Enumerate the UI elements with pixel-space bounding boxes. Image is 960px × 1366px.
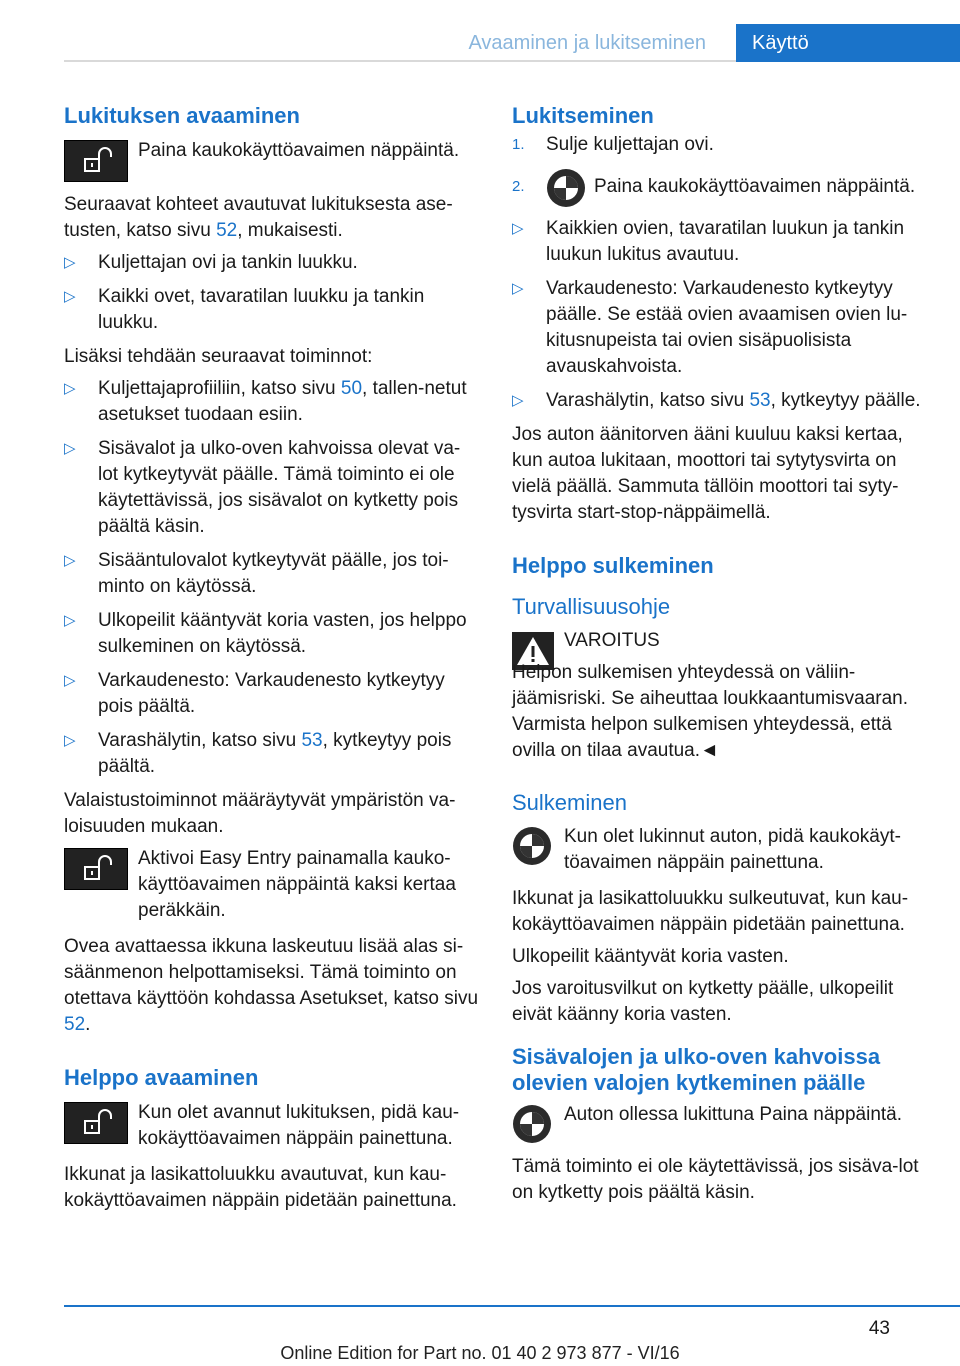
- lights-instruction: [512, 1102, 928, 1144]
- easy-open-text: Kun olet avannut lukituksen, pidä kau-kokäyttöavaimen näppäin painettuna.: [138, 1102, 460, 1149]
- heading-lock: Lukitseminen: [512, 103, 654, 128]
- triangle-bullet: ▷: [512, 392, 524, 409]
- bmw-logo-icon: [546, 168, 586, 208]
- heading-easy-close: Helppo sulkeminen: [512, 553, 714, 578]
- easy-entry-text: Aktivoi Easy Entry painamalla kauko-käyttöavaimen näppäintä kaksi kertaa peräkkäin.: [138, 848, 456, 921]
- page-link-52[interactable]: 52: [64, 1014, 86, 1035]
- footer-rule: [64, 1305, 960, 1307]
- header-section-title: Avaaminen ja lukitseminen: [468, 32, 706, 54]
- easy-open-note: Ikkunat ja lasikattoluukku avautuvat, kun kau-kokäyttöavaimen näppäin pidetään painettuna.: [64, 1164, 457, 1211]
- list-item: ▷ Kaikki ovet, tavaratilan luukku ja tankin luukku.: [64, 284, 480, 336]
- page-number: 43: [868, 1318, 890, 1339]
- list-item: ▷ Kaikkien ovien, tavaratilan luukun ja tankin luukun lukitus avautuu.: [512, 216, 928, 268]
- closing-text: Kun olet lukinnut auton, pidä kaukokäyt-töavaimen näppäin painettuna.: [564, 826, 901, 873]
- triangle-bullet: ▷: [64, 732, 76, 749]
- header-chapter-tab: Käyttö: [736, 24, 960, 62]
- left-column: [64, 100, 480, 1220]
- closing-note-2: Ulkopeilit kääntyvät koria vasten.: [512, 946, 789, 967]
- list-item: ▷ Varashälytin, katso sivu 53, kytkeytyy pois päältä.: [64, 728, 480, 780]
- closing-instruction: [512, 824, 928, 876]
- right-column: [512, 100, 928, 1212]
- heading-closing: Sulkeminen: [512, 790, 627, 815]
- heading-safety: Turvallisuusohje: [512, 594, 671, 619]
- unlock-key-icon: [64, 140, 128, 182]
- heading-lights: Sisävalojen ja ulko-oven kahvoissa olevien valojen kytkeminen päälle: [512, 1044, 881, 1095]
- list-item: ▷ Sisävalot ja ulko-oven kahvoissa olevat va-lot kytkeytyvät päälle. Tämä toiminto ei ole käytettävissä, jos sisävalot on kytketty pois päältä käsin.: [64, 436, 480, 540]
- list-item: ▷ Varashälytin, katso sivu 53, kytkeytyy päälle.: [512, 388, 928, 414]
- triangle-bullet: ▷: [64, 440, 76, 457]
- closing-note-3: Jos varoitusvilkut on kytketty päälle, ulkopeilit eivät käänny koria vasten.: [512, 978, 894, 1025]
- lights-text: Auton ollessa lukittuna Paina näppäintä.: [564, 1104, 903, 1125]
- page-link-53[interactable]: 53: [749, 390, 771, 411]
- unlock-intro: Seuraavat kohteet avautuvat lukituksesta ase-tusten, katso sivu 52, mukaisesti.: [64, 194, 453, 241]
- unlock-key-instruction: [64, 138, 480, 182]
- easy-open-instruction: [64, 1100, 480, 1152]
- list-item: ▷ Ulkopeilit kääntyvät koria vasten, jos helppo sulkeminen on käytössä.: [64, 608, 480, 660]
- triangle-bullet: ▷: [512, 280, 524, 297]
- warning-text: Helpon sulkemisen yhteydessä on väliin-jäämisriski. Se aiheuttaa loukkaantumisvaaran. Varmista helpon sulkemisen yhteydessä, että ovilla on tilaa avautua.◄: [512, 662, 909, 761]
- unlock-key-text: Paina kaukokäyttöavaimen näppäintä.: [138, 140, 460, 161]
- unlock-key-icon: [64, 1102, 128, 1144]
- triangle-bullet: ▷: [64, 552, 76, 569]
- easy-entry-note: Ovea avattaessa ikkuna laskeutuu lisää alas si-säänmenon helpottamiseksi. Tämä toiminto on otettava käyttöön kohdassa Asetukset, katso sivu 52.: [64, 936, 479, 1035]
- list-item: ▷ Sisääntulovalot kytkeytyvät päälle, jos toi-minto on käytössä.: [64, 548, 480, 600]
- unlock-extra-intro: Lisäksi tehdään seuraavat toiminnot:: [64, 346, 373, 367]
- triangle-bullet: ▷: [64, 254, 76, 271]
- list-item: ▷ Kuljettajan ovi ja tankin luukku.: [64, 250, 480, 276]
- bmw-logo-icon: [512, 826, 552, 866]
- triangle-bullet: ▷: [64, 288, 76, 305]
- bmw-logo-icon: [512, 1104, 552, 1144]
- closing-note-1: Ikkunat ja lasikattoluukku sulkeutuvat, kun kau-kokäyttöavaimen näppäin pidetään painettuna.: [512, 888, 909, 935]
- triangle-bullet: ▷: [64, 612, 76, 629]
- step-item: 2. Paina kaukokäyttöavaimen näppäintä.: [512, 166, 928, 208]
- unlock-key-icon: [64, 848, 128, 890]
- step-item: 1. Sulje kuljettajan ovi.: [512, 134, 714, 155]
- easy-entry-instruction: [64, 846, 480, 924]
- page-link-50[interactable]: 50: [340, 378, 363, 399]
- list-item: ▷ Kuljettajaprofiiliin, katso sivu 50, tallen-netut asetukset tuodaan esiin.: [64, 376, 480, 428]
- page-link-52[interactable]: 52: [216, 220, 238, 241]
- footer-edition: Online Edition for Part no. 01 40 2 973 877 - VI/16: [280, 1343, 680, 1363]
- page-link-53[interactable]: 53: [301, 730, 323, 751]
- heading-unlock: Lukituksen avaaminen: [64, 103, 300, 128]
- warning-label: VAROITUS: [564, 630, 660, 651]
- triangle-bullet: ▷: [64, 380, 76, 397]
- heading-easy-open: Helppo avaaminen: [64, 1065, 259, 1090]
- lighting-note: Valaistustoiminnot määräytyvät ympäristön va-loisuuden mukaan.: [64, 790, 456, 837]
- triangle-bullet: ▷: [64, 672, 76, 689]
- list-item: ▷ Varkaudenesto: Varkaudenesto kytkeytyy päälle. Se estää ovien avaamisen ovien lu-kitusnupeista tai ovien sisäpuolisista avauskahvoista.: [512, 276, 928, 380]
- lights-note: Tämä toiminto ei ole käytettävissä, jos sisäva-lot on kytketty pois päältä käsin.: [512, 1156, 919, 1203]
- triangle-bullet: ▷: [512, 220, 524, 237]
- list-item: ▷ Varkaudenesto: Varkaudenesto kytkeytyy pois päältä.: [64, 668, 480, 720]
- horn-note: Jos auton äänitorven ääni kuuluu kaksi kertaa, kun autoa lukitaan, moottori tai sytytysvirta on vielä päällä. Sammuta tällöin moottori tai syty-tysvirta start-stop-näppäimellä.: [512, 424, 903, 523]
